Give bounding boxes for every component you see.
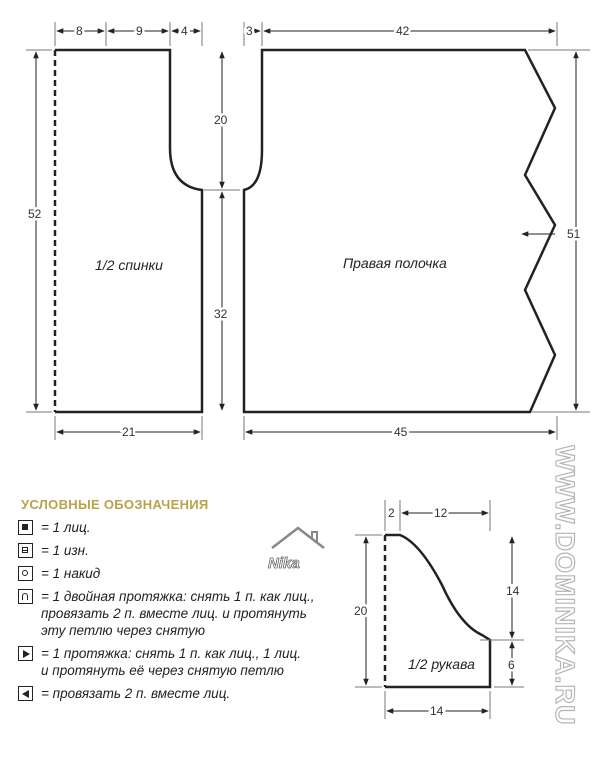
- sleeve-upper-dim: 14: [506, 584, 520, 598]
- nika-logo: [262, 524, 332, 574]
- legend-title: УСЛОВНЫЕ ОБОЗНАЧЕНИЯ: [21, 497, 209, 512]
- back-top-dim-c: 4: [181, 24, 188, 38]
- back-width-dim: 21: [122, 425, 136, 439]
- front-top-dim-a: 3: [246, 24, 253, 38]
- legend-text: = 1 двойная протяжка: снять 1 п. как лиц., провязать 2 п. вместе лиц. и протянуть эту петлю через снятую: [41, 589, 315, 638]
- legend-item-double-decrease: [15, 588, 331, 639]
- legend-text: = провязать 2 п. вместе лиц.: [41, 686, 231, 701]
- back-height-dimension: [26, 50, 52, 412]
- front-height-dim: 51: [567, 227, 581, 241]
- lower-side-dim: 32: [214, 307, 228, 321]
- back-top-dim-a: 8: [76, 24, 83, 38]
- legend-item-skpo: [15, 645, 311, 679]
- armhole-dim: 20: [214, 113, 228, 127]
- watermark: [534, 445, 594, 765]
- back-piece: [55, 50, 202, 412]
- front-top-dim-b: 42: [396, 24, 410, 38]
- double-decrease-icon: [18, 589, 33, 604]
- sleeve-top-dim-b: 12: [434, 506, 448, 520]
- legend-item-k2tog: [15, 685, 335, 702]
- legend-text: = 1 лиц.: [41, 520, 91, 535]
- front-width-dim: 45: [394, 425, 408, 439]
- legend-text: = 1 накид: [41, 566, 101, 581]
- knit-stitch-icon: [18, 520, 33, 535]
- front-piece: [244, 50, 555, 412]
- yarn-over-icon: [18, 566, 33, 581]
- back-label: 1/2 спинки: [95, 257, 163, 273]
- purl-stitch-icon: [18, 543, 33, 558]
- sleeve-side-dimension: [480, 537, 524, 687]
- sleeve-lower-dim: 6: [508, 658, 515, 672]
- back-top-dim-b: 9: [136, 24, 143, 38]
- front-label: Правая полочка: [343, 255, 447, 271]
- legend-text: = 1 протяжка: снять 1 п. как лиц., 1 лиц. и протянуть её через снятую петлю: [41, 646, 301, 678]
- sleeve-height-dim: 20: [354, 604, 368, 618]
- back-height-dim: 52: [28, 207, 42, 221]
- side-dimension: [204, 52, 240, 410]
- skpo-icon: [18, 646, 33, 661]
- watermark-text: WWW.DOMINIKA.RU: [550, 445, 580, 726]
- sleeve-label: 1/2 рукава: [408, 656, 475, 672]
- sleeve-top-dim-a: 2: [388, 506, 395, 520]
- k2tog-icon: [18, 686, 33, 701]
- legend-text: = 1 изн.: [41, 543, 89, 558]
- sleeve-width-dim: 14: [430, 704, 444, 718]
- logo-text: Nika: [268, 555, 300, 572]
